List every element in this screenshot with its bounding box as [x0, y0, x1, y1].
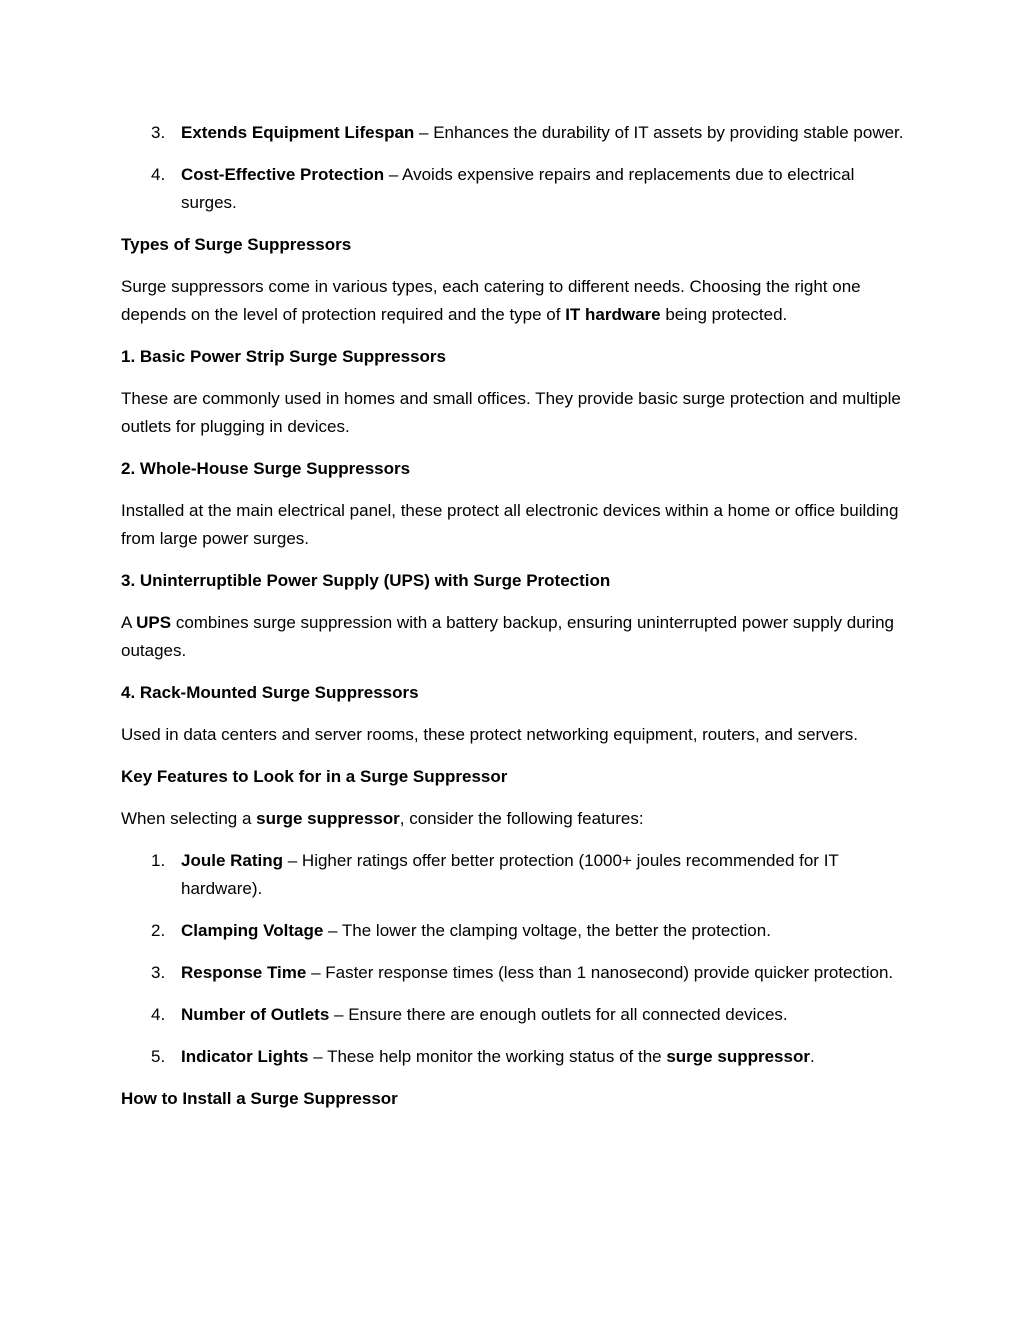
list-item	[121, 1001, 911, 1029]
list-number: 3.	[151, 123, 166, 142]
list-term: Cost-Effective Protection	[181, 165, 385, 184]
list-term: Extends Equipment Lifespan	[181, 123, 415, 142]
list-item	[121, 917, 911, 945]
list-desc: – The lower the clamping voltage, the better the protection.	[323, 921, 771, 940]
list-item	[121, 959, 911, 987]
section-heading-install: How to Install a Surge Suppressor	[121, 1089, 398, 1108]
features-intro	[121, 805, 911, 833]
list-number: 5.	[151, 1047, 166, 1066]
features-list	[121, 847, 911, 1071]
bold-span: UPS	[136, 613, 172, 632]
section-heading-features: Key Features to Look for in a Surge Suppressor	[121, 767, 508, 786]
list-desc: – Avoids expensive repairs and replacements due to electrical surges.	[181, 165, 855, 212]
list-term: Clamping Voltage	[181, 921, 324, 940]
subheading-ups: 3. Uninterruptible Power Supply (UPS) with Surge Protection	[121, 571, 611, 590]
text-span: A	[121, 613, 137, 632]
basic-text: These are commonly used in homes and small offices. They provide basic surge protection and multiple outlets for plugging in devices.	[121, 389, 901, 436]
list-number: 2.	[151, 921, 166, 940]
list-desc: – Ensure there are enough outlets for all connected devices.	[329, 1005, 788, 1024]
text-span: being protected.	[660, 305, 788, 324]
list-number: 4.	[151, 1005, 166, 1024]
list-term: Joule Rating	[181, 851, 284, 870]
list-term: Response Time	[181, 963, 307, 982]
benefits-list-continued	[121, 119, 911, 217]
list-number: 1.	[151, 851, 166, 870]
document-content	[121, 119, 911, 1127]
subheading-whole-house: 2. Whole-House Surge Suppressors	[121, 459, 411, 478]
list-number: 4.	[151, 165, 166, 184]
list-item	[121, 119, 911, 147]
text-span: When selecting a	[121, 809, 257, 828]
list-desc: – These help monitor the working status of the	[308, 1047, 667, 1066]
bold-span: IT hardware	[565, 305, 661, 324]
text-span: Surge suppressors come in various types, each catering to different needs. Choosing the right one depends on the level of protection required and the type of	[121, 277, 861, 324]
types-intro	[121, 273, 911, 329]
list-item	[121, 161, 911, 217]
text-span: , consider the following features:	[399, 809, 644, 828]
list-item	[121, 1043, 911, 1071]
ups-text	[121, 609, 911, 665]
list-number: 3.	[151, 963, 166, 982]
list-desc: – Faster response times (less than 1 nanosecond) provide quicker protection.	[306, 963, 894, 982]
list-item	[121, 847, 911, 903]
list-desc: – Enhances the durability of IT assets by providing stable power.	[414, 123, 904, 142]
text-span: .	[809, 1047, 815, 1066]
list-term: Indicator Lights	[181, 1047, 309, 1066]
whole-house-text: Installed at the main electrical panel, these protect all electronic devices within a home or office building from large power surges.	[121, 501, 899, 548]
subheading-basic: 1. Basic Power Strip Surge Suppressors	[121, 347, 447, 366]
subheading-rack: 4. Rack-Mounted Surge Suppressors	[121, 683, 419, 702]
list-desc: – Higher ratings offer better protection (1000+ joules recommended for IT hardware).	[181, 851, 839, 898]
bold-span: surge suppressor	[256, 809, 400, 828]
text-span: combines surge suppression with a battery backup, ensuring uninterrupted power supply during outages.	[121, 613, 895, 660]
list-term: Number of Outlets	[181, 1005, 330, 1024]
bold-span: surge suppressor	[666, 1047, 810, 1066]
section-heading-types: Types of Surge Suppressors	[121, 235, 352, 254]
rack-text: Used in data centers and server rooms, these protect networking equipment, routers, and servers.	[121, 725, 859, 744]
